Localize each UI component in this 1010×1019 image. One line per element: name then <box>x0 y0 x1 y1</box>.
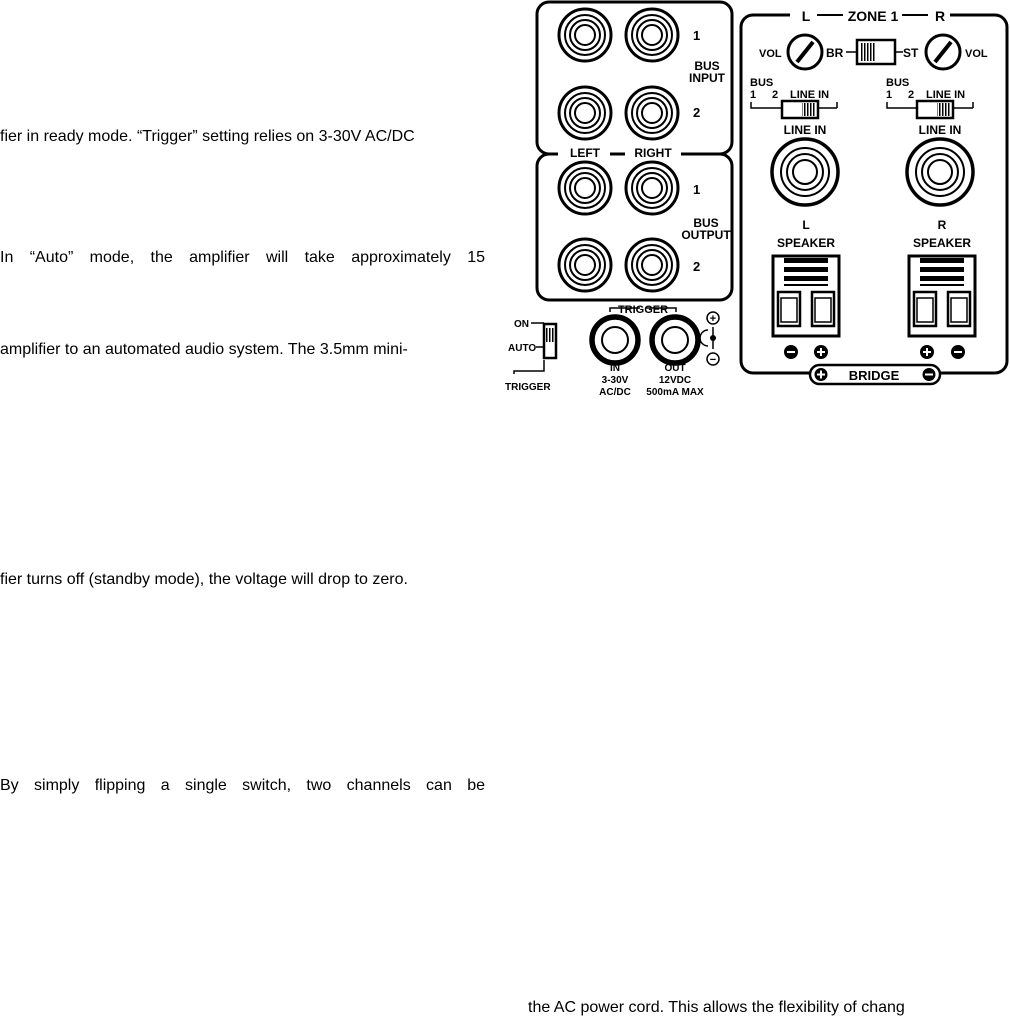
body-text-line-4: fier turns off (standby mode), the voltage will drop to zero. <box>0 571 408 588</box>
zone-right-label: R <box>934 8 946 24</box>
bridge-plus-icon <box>815 368 828 381</box>
bridge-label: BRIDGE <box>848 368 900 383</box>
zone-left-label: L <box>801 8 811 24</box>
bus-output-2-left-jack[interactable] <box>559 239 611 291</box>
speaker-right-channel: R <box>937 218 947 232</box>
auto-label: AUTO <box>508 343 537 354</box>
line-in-left-label: LINE IN <box>783 123 827 137</box>
bus-select-left-label: BUS <box>750 77 774 89</box>
on-label: ON <box>514 319 529 330</box>
speaker-left-minus-icon <box>784 345 798 359</box>
rear-panel-diagram <box>0 0 1010 420</box>
bus-output-title-2: OUTPUT <box>681 228 731 242</box>
body-text-line-5: By simply flipping a single switch, two channels can be <box>0 777 485 794</box>
vol-right-label: VOL <box>965 48 988 60</box>
zone-title: ZONE 1 <box>847 8 899 24</box>
bus-output-title-1: BUS <box>693 216 719 230</box>
bus-output-2-right-jack[interactable] <box>626 239 678 291</box>
bridge-minus-icon <box>923 368 936 381</box>
speaker-left-channel: L <box>802 218 810 232</box>
polarity-minus-glyph: − <box>709 354 717 366</box>
polarity-plus-glyph: + <box>709 313 717 325</box>
speaker-left-plus-icon <box>814 345 828 359</box>
body-text-line-3: amplifier to an automated audio system. The 3.5mm mini- <box>0 341 408 358</box>
bus-input-1-left-jack[interactable] <box>559 9 611 61</box>
bus-output-1-right-jack[interactable] <box>626 162 678 214</box>
speaker-right-label: SPEAKER <box>912 236 972 250</box>
vol-right-knob[interactable] <box>926 35 960 69</box>
trigger-in-spec-1: 3-30V <box>601 375 629 386</box>
trigger-out-spec-1: 12VDC <box>658 375 692 386</box>
body-text-line-6: the AC power cord. This allows the flexibility of chang <box>528 999 905 1016</box>
body-text-line-1: fier in ready mode. “Trigger” setting relies on 3-30V AC/DC <box>0 128 415 145</box>
bus-input-title-2: INPUT <box>689 71 725 85</box>
bus-input-1-right-jack[interactable] <box>626 9 678 61</box>
bus-select-left-line-in: LINE IN <box>790 89 830 101</box>
vol-left-label: VOL <box>759 48 782 60</box>
power-mode-switch-knob <box>546 328 554 342</box>
bus-select-right-label: BUS <box>886 77 910 89</box>
bus-select-right-line-in: LINE IN <box>926 89 966 101</box>
speaker-right-terminal[interactable] <box>909 256 975 336</box>
bus-select-right-switch-knob <box>937 103 950 116</box>
trigger-mode-label: TRIGGER <box>505 382 551 393</box>
st-label: ST <box>903 46 919 60</box>
speaker-right-minus-icon <box>951 345 965 359</box>
bus-select-right-1: 1 <box>886 89 893 101</box>
bus-select-left-switch-knob <box>802 103 815 116</box>
bus-select-left-1: 1 <box>750 89 757 101</box>
bus-input-2-right-jack[interactable] <box>626 87 678 139</box>
trigger-out-spec-2: 500mA MAX <box>646 387 704 398</box>
trigger-title: TRIGGER <box>617 304 669 316</box>
bus-input-2-left-jack[interactable] <box>559 87 611 139</box>
bus-select-left-2: 2 <box>772 89 779 101</box>
line-in-right-label: LINE IN <box>918 123 962 137</box>
bus-input-2-label: 2 <box>693 105 701 120</box>
body-text-line-2: In “Auto” mode, the amplifier will take approximately 15 <box>0 249 485 266</box>
speaker-right-plus-icon <box>920 345 934 359</box>
speaker-left-terminal[interactable] <box>773 256 839 336</box>
trigger-in-spec-2: AC/DC <box>599 387 631 398</box>
trigger-out-label: OUT <box>664 363 686 374</box>
br-label: BR <box>826 46 844 60</box>
speaker-left-label: SPEAKER <box>776 236 836 250</box>
bus-input-1-label: 1 <box>693 28 701 43</box>
vol-left-knob[interactable] <box>788 35 822 69</box>
trigger-in-label: IN <box>610 363 620 374</box>
line-in-left-jack[interactable] <box>772 139 838 205</box>
bus-output-1-label: 1 <box>693 182 701 197</box>
bridge-stereo-switch-knob <box>860 43 876 61</box>
left-label: LEFT <box>570 146 600 160</box>
bus-output-2-label: 2 <box>693 259 701 274</box>
line-in-right-jack[interactable] <box>907 139 973 205</box>
bus-input-title-1: BUS <box>694 59 720 73</box>
right-label: RIGHT <box>634 146 672 160</box>
bus-select-right-2: 2 <box>908 89 915 101</box>
bus-output-1-left-jack[interactable] <box>559 162 611 214</box>
